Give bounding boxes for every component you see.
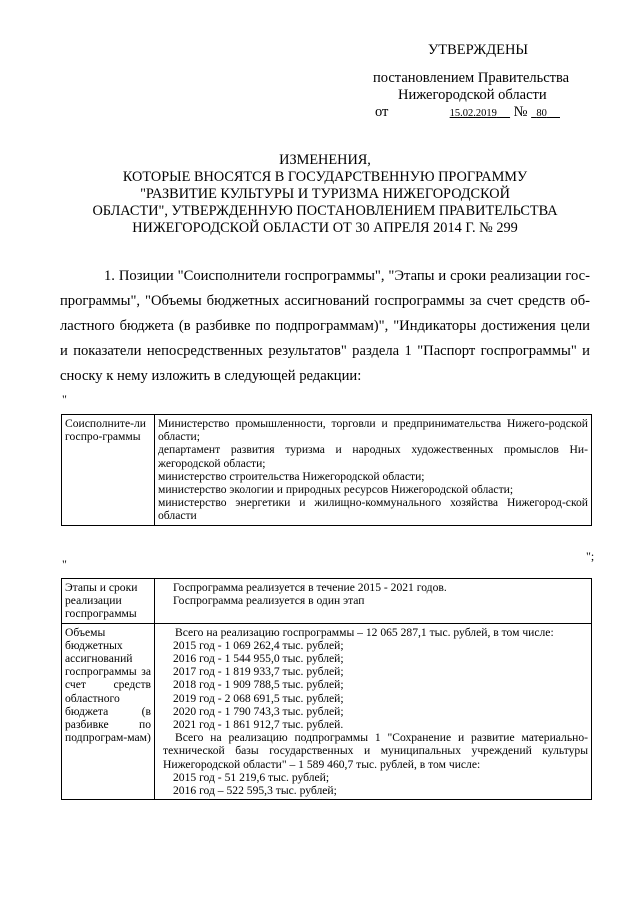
stages-content [155,579,592,624]
table-row [62,415,592,526]
approval-date-line [375,104,567,121]
subprogram-total: Всего на реализацию подпрограммы 1 "Сохранение и развитие материально-технической базы государственных и муниципальных учреждений культуры Нижегородской области" – 1 589 460,7 тыс. рублей, в том числе: [163,731,588,771]
year-item: 2016 год – 522 595,3 тыс. рублей; [173,784,337,798]
stages-label: Этапы и сроки реализации госпрограммы [62,579,155,624]
year-item: 2018 год - 1 909 788,5 тыс. рублей; [173,678,344,692]
approval-number: 80 [536,108,547,119]
year-item: 2015 год - 1 069 262,4 тыс. рублей; [173,638,344,652]
open-quote-2: " [62,557,67,571]
number-label: № [513,104,528,120]
table-row [62,623,592,800]
approved-by-decree: постановлением Правительства [373,70,570,86]
table-row [62,579,592,624]
co-executors-table [61,414,592,526]
year-item: 2021 год - 1 861 912,7 тыс. рублей. [173,718,344,732]
list-item: Министерство промышленности, торговли и предпринимательства Нижего-родской области; [158,417,588,444]
approved-heading: УТВЕРЖДЕНЫ [428,42,529,58]
title-line: ИЗМЕНЕНИЯ, [279,152,371,168]
budget-label: Объемы бюджетных ассигнований госпрограммы за счет средств областного бюджета (в разбивке по подпрограм-мам) [62,623,155,800]
title-line: НИЖЕГОРОДСКОЙ ОБЛАСТИ ОТ 30 АПРЕЛЯ 2014 Г. № 299 [132,220,518,236]
body-paragraph: 1. Позиции "Соисполнители госпрограммы", "Этапы и сроки реализации гос-программы", "Объемы бюджетных ассигнований госпрограммы за счет средств об-ластного бюджета (в разбивке по подпрограммам)", "Индикаторы достижения цели и показатели непосредственных результатов" раздела 1 "Паспорт госпрограммы" и сноску к нему изложить в следующей редакции: [60,268,590,384]
year-item: 2015 год - 51 219,6 тыс. рублей; [173,770,330,784]
title-line: ОБЛАСТИ", УТВЕРЖДЕННУЮ ПОСТАНОВЛЕНИЕМ ПРАВИТЕЛЬСТВА [92,203,558,219]
list-item: Госпрограмма реализуется в один этап [173,594,365,608]
from-label: от [375,104,389,120]
list-item: министерство строительства Нижегородской области; [158,469,425,483]
close-quote-1: "; [586,549,595,563]
year-item: 2017 год - 1 819 933,7 тыс. рублей; [173,665,344,679]
document-title [60,152,590,237]
budget-total: Всего на реализацию госпрограммы – 12 065 287,1 тыс. рублей, в том числе: [175,625,554,639]
list-item: Госпрограмма реализуется в течение 2015 - 2021 годов. [173,581,447,594]
list-item: министерство экологии и природных ресурсов Нижегородской области; [158,483,514,497]
title-line: "РАЗВИТИЕ КУЛЬТУРЫ И ТУРИЗМА НИЖЕГОРОДСКОЙ [140,186,510,202]
co-executors-list [155,415,592,526]
title-line: КОТОРЫЕ ВНОСЯТСЯ В ГОСУДАРСТВЕННУЮ ПРОГРАММУ [122,169,528,185]
year-item: 2020 год - 1 790 743,3 тыс. рублей; [173,704,344,718]
passport-table [61,578,592,800]
co-executors-label: Соисполните-ли госпро-граммы [62,415,155,526]
open-quote-1: " [62,392,67,406]
list-item: департамент развития туризма и народных художественных промыслов Ни-жегородской области; [158,443,588,470]
list-item: министерство энергетики и жилищно-коммунального хозяйства Нижегород-ской области [158,496,588,523]
year-item: 2016 год - 1 544 955,0 тыс. рублей; [173,652,344,666]
year-item: 2019 год - 2 068 691,5 тыс. рублей; [173,691,344,705]
approved-region: Нижегородской области [398,87,547,103]
budget-content [155,623,592,800]
approval-date: 15.02.2019 [449,108,497,119]
